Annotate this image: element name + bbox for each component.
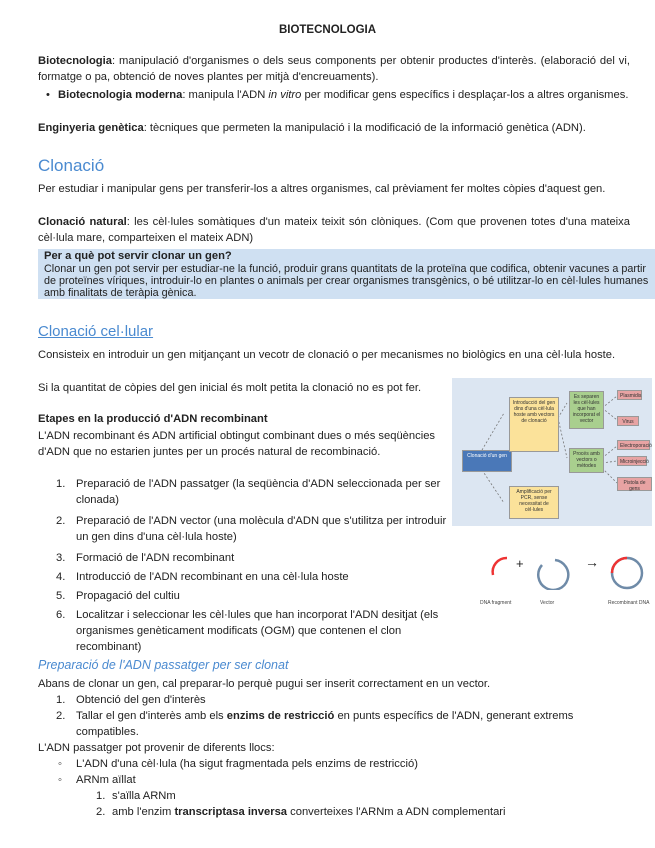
biotec-definition (38, 53, 630, 85)
insert-arc (612, 558, 627, 573)
passatger-steps (38, 692, 630, 740)
vector-arc (538, 560, 568, 590)
bold-term: transcriptasa inversa (174, 806, 288, 818)
caption: DNA fragment (480, 600, 512, 606)
item-text: Introducció de l'ADN recombinant en una cèl·lula hoste (76, 571, 349, 583)
list-item: 4. Introducció de l'ADN recombinant en una cèl·lula hoste (56, 571, 349, 583)
diagram-node-upper: Introducció del gen dins d'una cèl·lula hoste amb vectors de clonació (509, 397, 559, 452)
item-text: ARNm aïllat (76, 774, 136, 786)
list-item: 1. Obtenció del gen d'interès (56, 694, 206, 706)
caption: Recombinant DNA (608, 600, 650, 606)
heading-passatger: Preparació de l'ADN passatger per ser clonat (38, 658, 289, 672)
list-item: 2. amb l'enzim transcriptasa inversa converteixes l'ARNm a ADN complementari (96, 806, 506, 818)
heading-text: Etapes en la producció d'ADN recombinant (38, 413, 268, 425)
term: Biotecnologia moderna (58, 89, 183, 101)
diagram-leaf: Plasmidis (617, 390, 642, 400)
callout-box (38, 249, 655, 299)
item-text: converteixes l'ARNm a ADN complementari (287, 806, 506, 818)
bold-term: enzims de restricció (226, 710, 335, 722)
list-item: 2. Tallar el gen d'interès amb els enzims de restricció en punts específics de l'ADN, generant extrems compatibles. (56, 710, 574, 738)
item-text: en punts específics de l'ADN, generant extrems compatibles. (76, 710, 574, 738)
item-text: Propagació del cultiu (76, 590, 180, 602)
cellular-para1: Consisteix en introduir un gen mitjançant un vecotr de clonació o per mecanismes no biològics en una cèl·lula hoste. (38, 349, 616, 361)
item-text: amb l'enzim (112, 806, 175, 818)
sources-list (38, 756, 630, 820)
recombination-svg (480, 540, 655, 590)
item-text: Formació de l'ADN recombinant (76, 552, 235, 564)
list-item: 1. Preparació de l'ADN passatger (la seqüència d'ADN seleccionada per ser clonada) (56, 478, 441, 506)
diagram-root-node: Clonació d'un gen (462, 450, 512, 472)
definition: per modificar gens específics i desplaçar-los a altres organismes. (301, 89, 629, 101)
diagram-leaf: Electroporació (617, 440, 650, 450)
definition: : manipula l'ADN (182, 89, 269, 101)
cloning-diagram (452, 378, 652, 526)
steps-list (38, 476, 448, 655)
list-item: 1. s'aïlla ARNm (96, 790, 176, 802)
diagram-leaf: Microinjecció (617, 456, 647, 466)
list-item: 2. Preparació de l'ADN vector (una molècula d'ADN que s'utilitza per introduir un gen dins d'una cèl·lula hoste) (56, 515, 447, 543)
bullet-icon: • (46, 89, 50, 101)
cellular-para2: Si la quantitat de còpies del gen inicial és molt petita la clonació no es pot fer. (38, 382, 422, 394)
list-item: 6. Localitzar i seleccionar les cèl·lules que han incorporat l'ADN desitjat (els organismes genèticament modificats (OGM) que contenen el clon recombinant) (56, 609, 439, 653)
heading-clonacio: Clonació (38, 156, 105, 175)
term: Enginyeria genètica (38, 122, 144, 134)
list-item: 3. Formació de l'ADN recombinant (56, 552, 235, 564)
sources-intro: L'ADN passatger pot provenir de diferents llocs: (38, 742, 275, 754)
definition: : les cèl·lules somàtiques d'un mateix teixit són clòniques. (Com que provenen totes d'una mateixa cèl·lula mare, comparteixen el mateix ADN) (38, 216, 630, 244)
recombination-figure (480, 540, 655, 605)
etapes-para: L'ADN recombinant és ADN artificial obtingut combinant dues o més seqüències d'ADN que no estarien juntes per un procés natural de recombinació. (38, 430, 436, 458)
item-text: L'ADN d'una cèl·lula (ha sigut fragmentada pels enzims de restricció) (76, 758, 418, 770)
item-text: Tallar el gen d'interès amb els (76, 710, 227, 722)
term: Clonació natural (38, 216, 127, 228)
callout-text: Clonar un gen pot servir per estudiar-ne la funció, produir grans quantitats de la proteïna que codifica, obtenir vacunes a partir de proteïnes víriques, introduir-lo en plantes o animals per crear organismes transgènics, o bé utilitzar-lo en cèl·lules humanes amb finalitats de teràpia gènica. (44, 263, 649, 299)
term: Biotecnologia (38, 55, 112, 67)
item-text: Preparació de l'ADN vector (una molècula d'ADN que s'utilitza per introduir un gen dins d'una cèl·lula hoste) (76, 515, 447, 543)
item-text: Localitzar i seleccionar les cèl·lules que han incorporat l'ADN desitjat (els organismes genèticament modificats (OGM) que contenen el clon recombinant) (76, 609, 439, 653)
diagram-node-green1: Es separen les cèl·lules que han incorporat el vector (569, 391, 604, 429)
callout-title: Per a què pot servir clonar un gen? (44, 250, 232, 262)
diagram-node-lower: Amplificació per PCR, sense necessitat de cèl·lules (509, 486, 559, 519)
item-text: s'aïlla ARNm (112, 790, 176, 802)
clonacio-para: Per estudiar i manipular gens per transferir-los a altres organismes, cal prèviament fer moltes còpies d'aquest gen. (38, 183, 606, 195)
diagram-leaf: Virus (617, 416, 639, 426)
item-text: Preparació de l'ADN passatger (la seqüència d'ADN seleccionada per ser clonada) (76, 478, 441, 506)
diagram-node-green2: Procés amb vectors o mètodes (569, 448, 604, 473)
definition: : tècniques que permeten la manipulació i la modificació de la informació genètica (ADN). (143, 122, 586, 134)
arrow-icon: → (585, 554, 599, 570)
definition: : manipulació d'organismes o dels seus components per obtenir productes d'interès. (elaboració del vi, formatge o pa, obtenció de noves plantes per mitjà d'encreuaments). (38, 55, 630, 83)
natural-definition (38, 214, 630, 246)
eng-definition (38, 120, 630, 136)
item-text: Obtenció del gen d'interès (76, 694, 206, 706)
italic-term: in vitro (268, 89, 302, 101)
heading-clonacio-cellular: Clonació cel·lular (38, 323, 154, 340)
plus-sign: + (516, 556, 524, 571)
list-item: ◦ ARNm aïllat (58, 774, 136, 786)
modern-bullet (46, 87, 630, 103)
caption: Vector (540, 600, 555, 606)
document-title: BIOTECNOLOGIA (278, 24, 377, 36)
list-item: 5. Propagació del cultiu (56, 590, 180, 602)
list-item: ◦ L'ADN d'una cèl·lula (ha sigut fragmentada pels enzims de restricció) (58, 758, 418, 770)
passatger-para: Abans de clonar un gen, cal preparar-lo perquè pugui ser inserit correctament en un vector. (38, 678, 491, 690)
dna-fragment-arc (493, 558, 507, 575)
diagram-leaf: Pistola de gens (617, 477, 652, 491)
